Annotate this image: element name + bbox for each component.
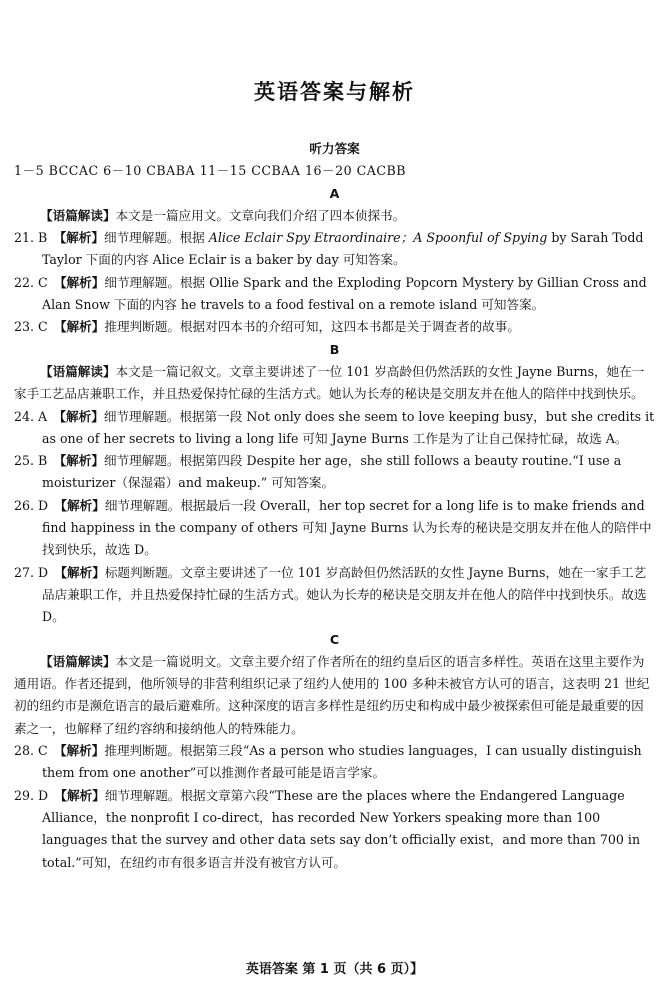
analysis-tag: 【解析】 [59,453,104,469]
listening-heading: 听力答案 [309,141,360,156]
section-b-intro [14,361,655,406]
question-21 [14,227,655,272]
answer-content [14,138,655,874]
page-title: 英语答案与解析 [254,80,415,104]
question-24 [14,406,655,451]
analysis-tag: 【解析】 [59,408,104,424]
section-b-letter: B [329,341,340,357]
passage-tag: 【语篇解读】 [40,207,116,223]
analysis-tag: 【解析】 [60,319,105,335]
section-a-intro [14,205,655,227]
q-num: 22. C [14,274,48,290]
passage-text: 本文是一篇记叙文。文章主要讲述了一位 101 岁高龄但仍然活跃的女性 Jayne Burns，她在一家手工艺品店兼职工作，并且热爱保持忙碌的生活方式。她认为长寿的秘诀是交朋友并在他人的陪伴中找到快乐。 [14,363,645,402]
q-text: 细节理解题。根据文章第六段“These are the places where the Endangered Language Alliance，the nonprofit I co-direct，has recorded New Yorkers speaking more than 100 languages that the survey and other data sets say don’t officially exist，and more than 700 in total.”可知，在纽约市有很多语言并没有被官方认可。 [42,787,641,870]
q-text: 细节理解题。根据 Ollie Spark and the Exploding Popcorn Mystery by Gillian Cross and Alan Snow 下面的内容 he travels to a food festival on a remote island 可知答案。 [42,274,647,313]
section-c-intro [14,651,655,740]
question-27 [14,562,655,629]
q-num: 25. B [14,453,48,469]
page-footer: 英语答案 第 1 页（共 6 页）】 [245,962,424,977]
section-c-letter: C [329,631,340,647]
analysis-tag: 【解析】 [60,274,105,290]
q-num: 26. D [14,497,49,513]
q-text: 细节理解题。根据第四段 Despite her age，she still follows a beauty routine.“I use a moisturizer（保湿霜）and makeup.” 可知答案。 [42,453,622,491]
q-text: 标题判断题。文章主要讲述了一位 101 岁高龄但仍然活跃的女性 Jayne Burns，她在一家手工艺品店兼职工作，并且热爱保持忙碌的生活方式。她认为长寿的秘诀是交朋友并在他人的陪伴中找到快乐。故选 D。 [42,564,647,625]
question-22 [14,272,655,317]
q-text: 细节理解题。根据第一段 Not only does she seem to love keeping busy，but she credits it as one of her secrets to living a long life 可知 Jayne Burns 工作是为了让自己保持忙碌，故选 A。 [42,408,655,446]
q-text: 推理判断题。根据对四本书的介绍可知，这四本书都是关于调查者的故事。 [104,319,520,335]
q-num: 28. C [14,743,48,759]
question-25 [14,450,655,495]
passage-text: 本文是一篇说明文。文章主要介绍了作者所在的纽约皇后区的语言多样性。英语在这里主要作为通用语。作者还提到，他所领导的非营利组织记录了纽约人使用的 100 多种未被官方认可的语言，这表明 21 世纪初的纽约市是濒危语言的最后避难所。这种深度的语言多样性是纽约历史和构成中最少被探索但可能是最重要的因素之一，也解释了纽约容纳和接纳他人的特殊能力。 [14,653,650,736]
q-num: 21. B [14,230,48,246]
section-a-letter: A [329,185,340,201]
q-text: 细节理解题。根据最后一段 Overall，her top secret for a long life is to make friends and find happiness in the company of others 可知 Jayne Burns 认为长寿的秘诀是交朋友并在他人的陪伴中找到快乐，故选 D。 [42,497,652,558]
passage-text: 本文是一篇应用文。文章向我们介绍了四本侦探书。 [115,207,406,223]
passage-tag: 【语篇解读】 [40,653,116,669]
book-title: Alice Eclair Spy Etraordinaire；A Spoonful of Spying [208,230,548,246]
q-num: 29. D [14,787,49,803]
q-text: 细节理解题。根据 [103,230,205,246]
listening-answers: 1－5 BCCAC 6－10 CBABA 11－15 CCBAA 16－20 CACBB [14,163,406,179]
q-text: 推理判断题。根据第三段“As a person who studies languages，I can usually distinguish them from one another”可以推测作者最可能是语言学家。 [42,743,642,781]
analysis-tag: 【解析】 [60,564,105,580]
analysis-tag: 【解析】 [60,497,105,513]
analysis-tag: 【解析】 [60,743,105,759]
analysis-tag: 【解析】 [59,230,104,246]
q-num: 24. A [14,408,48,424]
question-26 [14,495,655,562]
question-28 [14,740,655,785]
question-23 [14,316,655,338]
question-29 [14,785,655,874]
q-text: by Sarah Todd Taylor 下面的内容 Alice Eclair is a baker by day 可知答案。 [42,230,644,268]
q-num: 23. C [14,319,48,335]
analysis-tag: 【解析】 [60,787,105,803]
q-num: 27. D [14,564,49,580]
passage-tag: 【语篇解读】 [40,363,116,379]
